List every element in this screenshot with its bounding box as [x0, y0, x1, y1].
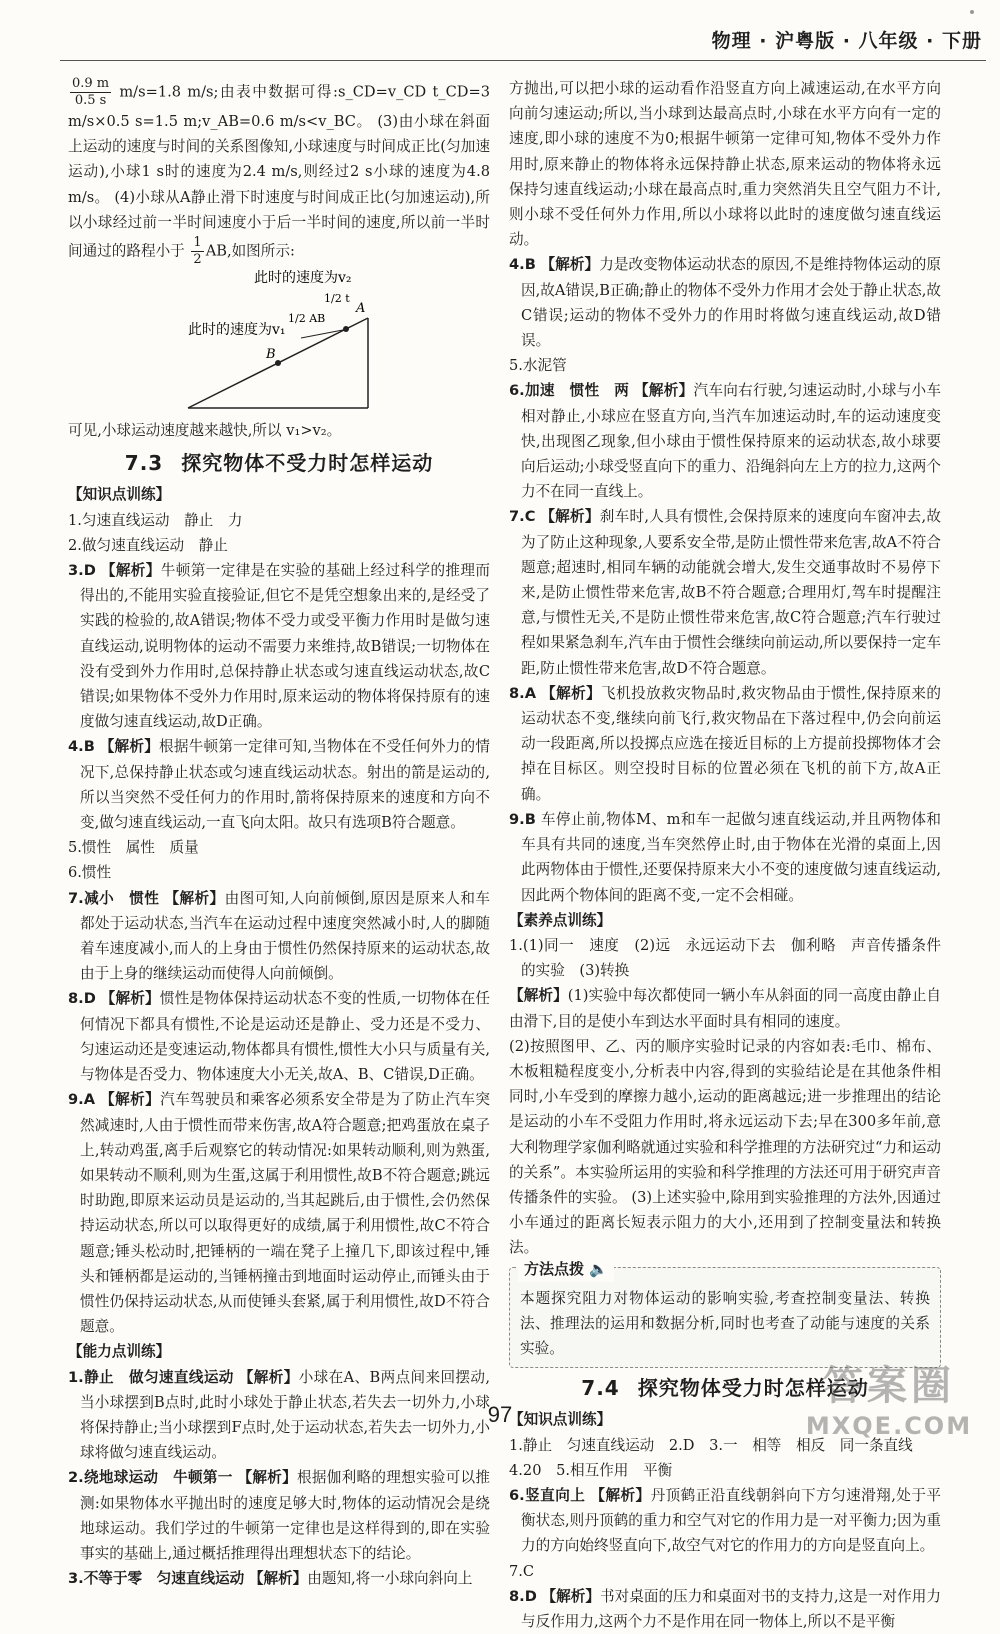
knowledge-answer-7: 7.C: [509, 1562, 535, 1580]
answer-body: 根据伽利略的理想实验可以推测:如果物体水平抛出时的速度足够大时,物体的运动情况会是绕地球运动。我们学过的牛顿第一定律也是这样得到的,即在实验事实的基础上,通过概括推理得出理想状态下的结论。: [80, 1469, 490, 1562]
ability-answer-4: [509, 252, 941, 353]
answer-body: 车停止前,物体M、m和车一起做匀速直线运动,并且两物体和车具有共同的速度,当车突然停止时,由于物体在光滑的桌面上,因此两物体由于惯性,还要保持原来大小不变的速度做匀速直线运动,因此两个物体间的距离不变,一定不会相碰。: [521, 810, 941, 904]
ability-answer-2: [68, 1465, 490, 1566]
answer-body: 力是改变物体运动状态的原因,不是维持物体运动的原因,故A错误,B正确;静止的物体不受外力作用才会处于静止状态,故C错误;运动的物体不受外力的作用时将做匀速直线运动,故D错误。: [521, 256, 941, 350]
answer-3: [68, 558, 490, 734]
analysis-tag: 【解析】: [99, 738, 160, 756]
answer-body: 牛顿第一定律是在实验的基础上经过科学的推理而得出的,不能用实验直接验证,但它不是凭空想象出来的,是经受了实践的检验的,故A错误;物体不受力或受平衡力作用时是做匀速直线运动,说明物体的运动不需要力来维持,故B错误;一切物体在没有受到外力作用时,总保持静止状态或匀速直线运动状态,故C错误;如果物体不受外力作用时,原来运动的物体将保持原有的速度做匀速直线运动,故D正确。: [80, 562, 490, 731]
section-number: 7.4: [581, 1376, 620, 1401]
incline-diagram: [68, 268, 490, 418]
analysis-tag: 【解析】: [100, 990, 160, 1008]
ability-answer-7: [509, 504, 941, 680]
knowledge-heading-2: 【知识点训练】: [509, 1411, 612, 1429]
watermark-line-2: MXQE.COM: [805, 1412, 973, 1440]
answer-8: [68, 986, 490, 1087]
answer-head: 7.C: [509, 508, 536, 526]
point-b-dot: [275, 360, 281, 366]
answer-body: 丹顶鹤正沿直线朝斜向下方匀速滑翔,处于平衡状态,则丹顶鹤的重力和空气对它的作用力是一对平衡力;因为重力的方向始终竖直向下,故空气对它的作用力的方向是竖直向上。: [521, 1486, 941, 1555]
half-ab-label: 1/2 AB: [288, 312, 326, 326]
method-tip-text: 本题探究阻力对物体运动的影响实验,考查控制变量法、转换法、推理法的运用和数据分析,同时也考查了动能与速度的关系实验。: [520, 1289, 930, 1357]
fraction-bottom: 2: [193, 252, 202, 268]
intro-text-1: m/s=1.8 m/s;由表中数据可得:s_CD=v_CD t_CD=3 m/s×0.5 s=1.5 m;v_AB=0.6 m/s<v_BC。 (3)由小球在斜面上运动的速度与时间的关系图像知,小球速度与时间成正比(匀加速运动),小球1 s时的速度为2.4 m/s,则经过2 s小球的速度为4.8 m/s。 (4)小球从A静止滑下时速度与时间成正比(匀加速运动),所以小球经过前一半时间速度小于后一半时间的速度,所以前一半时间通过的路程小于: [68, 83, 490, 260]
method-tip-title: 方法点拨: [524, 1259, 585, 1278]
knowledge-answer-4-5: 4.20 5.相互作用 平衡: [509, 1461, 673, 1479]
analysis-tag: 【解析】: [540, 508, 600, 526]
velocity-v1-label: 此时的速度为v₁: [188, 322, 286, 339]
analysis-tag: 【解析】: [238, 1368, 299, 1386]
pointer-line: [301, 329, 348, 338]
section-number: 7.3: [124, 451, 164, 476]
answer-head: 3.D: [68, 562, 96, 580]
analysis-tag: 【解析】: [100, 1091, 161, 1109]
analysis-tag: 【解析】: [164, 889, 225, 907]
left-column: [68, 76, 490, 1591]
answer-head: 7.减小 惯性: [68, 889, 160, 907]
section-heading: 探究物体不受力时怎样运动: [181, 451, 434, 476]
answer-head: 4.B: [68, 738, 95, 756]
answer-head: 9.B: [509, 810, 536, 828]
section-title-7-3: [68, 451, 490, 476]
ability-answer-6: [509, 378, 941, 504]
header-rule: [60, 60, 986, 61]
knowledge-answer-1-3: 1.静止 匀速直线运动 2.D 3.一 相等 相反 同一条直线: [509, 1436, 913, 1454]
literacy-answer-1: 1.(1)同一 速度 (2)远 永远运动下去 伽利略 声音传播条件的实验 (3)转换: [509, 936, 941, 980]
answer-head: 6.加速 惯性 两: [509, 382, 630, 400]
page-number: 97: [487, 1402, 513, 1427]
answer-1: 1.匀速直线运动 静止 力: [68, 511, 243, 529]
analysis-tag: 【解析】: [541, 684, 602, 702]
fraction: [70, 76, 111, 109]
corner-dot: [970, 10, 974, 14]
answer-5: 5.惯性 属性 质量: [68, 839, 199, 857]
answer-body: 飞机投放救灾物品时,救灾物品由于惯性,保持原来的运动状态不变,继续向前飞行,救灾物品在下落过程中,仍会向前运动一段距离,所以投掷点应选在接近目标的上方提前投掷物体才会掉在目标区。则空投时目标的位置必须在飞机的前下方,故A正确。: [521, 684, 942, 803]
answer-body: 由题知,将一小球向斜向上: [307, 1570, 473, 1588]
incline-figure: [68, 268, 490, 418]
answer-4: [68, 734, 490, 835]
method-tip-label: [518, 1257, 614, 1282]
method-tip-box: [509, 1259, 941, 1369]
answer-7: [68, 886, 490, 987]
answer-body: 由图可知,人向前倾倒,原因是原来人和车都处于运动状态,当汽车在运动过程中速度突然减小时,人的脚随着车速度减小,而人的上身由于惯性仍然保持原来的运动状态,故由于上身的继续运动而使得人向前倾倒。: [80, 889, 491, 983]
velocity-v2-label: 此时的速度为v₂: [254, 270, 352, 287]
half-t-label: 1/2 t: [324, 292, 350, 306]
analysis-tag: 【解析】: [509, 987, 568, 1005]
point-a-label: A: [356, 301, 366, 317]
ability-answer-5: 5.水泥管: [509, 357, 567, 375]
analysis-tag: 【解析】: [634, 382, 694, 400]
speaker-icon: 🔈: [589, 1259, 608, 1278]
fraction-top: 1: [193, 235, 202, 251]
watermark-line-1: 答案圈: [823, 1363, 955, 1409]
intro-text-2: AB,如图所示:: [205, 242, 295, 260]
literacy-analysis-2: (2)按照图甲、乙、丙的顺序实验时记录的内容如表:毛巾、棉布、木板粗糙程度变小,分析表中内容,得到的实验结论是在其他条件相同时,小车受到的摩擦力越小,运动的距离越远;进一步推理出的结论是运动的小车不受阻力作用时,将永远运动下去;早在300多年前,意大利物理学家伽利略就通过实验和科学推理的方法研究过“力和运动的关系”。本实验所运用的实验和科学推理的方法还可用于研究声音传播条件的实验。 (3)上述实验中,除用到实验推理的方法外,因通过小车通过的距离长短表示阻力的大小,还用到了控制变量法和转换法。: [509, 1037, 941, 1257]
literacy-analysis-1: [509, 983, 941, 1033]
point-b-label: B: [266, 347, 276, 363]
answer-head: 4.B: [509, 256, 536, 274]
analysis-tag: 【解析】: [237, 1469, 298, 1487]
analysis-tag: 【解析】: [590, 1486, 651, 1504]
intro-paragraph: [68, 76, 490, 268]
knowledge-heading: 【知识点训练】: [68, 486, 171, 504]
analysis-body: (1)实验中每次都使同一辆小车从斜面的同一高度由静止自由滑下,目的是使小车到达水平面时具有相同的速度。: [509, 987, 941, 1030]
ability-answer-3-continued: 方抛出,可以把小球的运动看作沿竖直方向上减速运动,在水平方向向前匀速运动;所以,当小球到达最高点时,小球在水平方向有一定的速度,即小球的速度不为0;根据牛顿第一定律可知,物体不受外力作用时,原来静止的物体将永远保持静止状态,原来运动的物体将永远保持匀速直线运动;小球在最高点时,重力突然消失且空气阻力不计,则小球不受任何外力作用,所以小球将以此时的速度做匀速直线运动。: [509, 80, 941, 249]
intro-conclusion: 可见,小球运动速度越来越快,所以 v₁>v₂。: [68, 422, 342, 440]
answer-head: 8.D: [68, 990, 96, 1008]
ability-answer-8: [509, 681, 941, 807]
answer-9: [68, 1087, 490, 1339]
answer-head: 8.A: [509, 684, 536, 702]
watermark-logo: [794, 1361, 984, 1453]
answer-head: 2.绕地球运动 牛顿第一: [68, 1469, 233, 1487]
running-header: 物理 · 沪粤版 · 八年级 · 下册: [711, 30, 982, 52]
answer-body: 刹车时,人具有惯性,会保持原来的速度向车窗冲去,故为了防止这种现象,人要系安全带,是防止惯性带来危害,故A不符合题意;超速时,相同车辆的动能就会增大,发生交通事故时不易停下来,是防止惯性带来危害,故B不符合题意;合理用灯,驾车时提醒注意,与惯性无关,不是防止惯性带来危害,故C符合题意;汽车行驶过程如果紧急刹车,汽车由于惯性会继续向前运动,所以要保持一定车距,防止惯性带来危害,故D不符合题意。: [521, 508, 941, 677]
section-heading: 探究物体受力时怎样运动: [637, 1376, 869, 1401]
answer-head: 9.A: [68, 1091, 95, 1109]
fraction-top: 0.9 m: [72, 76, 110, 91]
knowledge-answer-8: [509, 1584, 941, 1634]
answer-head: 8.D: [509, 1587, 537, 1605]
answer-body: 惯性是物体保持运动状态不变的性质,一切物体在任何情况下都具有惯性,不论是运动还是静止、受力还是不受力、匀速运动还是变速运动,物体都具有惯性,惯性大小只与质量有关,与物体是否受力、物体速度大小无关,故A、B、C错误,D正确。: [80, 990, 490, 1084]
knowledge-answer-6: [509, 1483, 941, 1559]
analysis-tag: 【解析】: [248, 1570, 308, 1588]
analysis-tag: 【解析】: [100, 562, 161, 580]
ability-answer-3: [68, 1566, 490, 1591]
literacy-heading: 【素养点训练】: [509, 911, 612, 929]
answer-2: 2.做匀速直线运动 静止: [68, 536, 228, 554]
answer-body: 汽车向右行驶,匀速运动时,小球与小车相对静止,小球应在竖直方向,当汽车加速运动时,车的运动速度变快,出现图乙现象,但小球由于惯性保持原来的运动状态,故小球要向后运动;小球受竖直向下的重力、沿绳斜向左上方的拉力,这两个力不在同一直线上。: [521, 382, 941, 501]
answer-body: 书对桌面的压力和桌面对书的支持力,这是一对作用力与反作用力,这两个力不是作用在同一物体上,所以不是平衡: [521, 1587, 941, 1630]
analysis-tag: 【解析】: [541, 1587, 600, 1605]
fraction-half: [191, 235, 203, 268]
analysis-tag: 【解析】: [540, 256, 600, 274]
answer-body: 小球在A、B两点间来回摆动,当小球摆到B点时,此时小球处于静止状态,若失去一切外力,小球将保持静止;当小球摆到F点时,处于运动状态,若失去一切外力,小球将做匀速直线运动。: [80, 1368, 491, 1462]
fraction-bottom: 0.5 s: [74, 93, 107, 108]
answer-head: 1.静止 做匀速直线运动: [68, 1368, 234, 1386]
answer-body: 汽车驾驶员和乘客必须系安全带是为了防止汽车突然减速时,人由于惯性而带来伤害,故A符合题意;把鸡蛋放在桌子上,转动鸡蛋,离手后观察它的转动情况:如果转动顺利,则为熟蛋,如果转动不顺利,则为生蛋,这属于利用惯性,故B不符合题意;跳远时助跑,即原来运动员是运动的,当其起跳后,由于惯性,会仍然保持运动状态,所以可以取得更好的成绩,属于利用惯性,故C不符合题意;锤头松动时,把锤柄的一端在凳子上撞几下,即该过程中,锤头和锤柄都是运动的,当锤柄撞击到地面时运动停止,而锤头由于惯性仍保持运动状态,从而使锤头套紧,属于利用惯性,故D不符合题意。: [80, 1091, 490, 1336]
ability-heading: 【能力点训练】: [68, 1343, 171, 1361]
answer-body: 根据牛顿第一定律可知,当物体在不受任何外力的情况下,总保持静止状态或匀速直线运动状态。射出的箭是运动的,所以当突然不受任何力的作用时,箭将保持原来的速度和方向不变,做匀速直线运动,一直飞向太阳。故只有选项B符合题意。: [80, 738, 490, 832]
answer-head: 6.竖直向上: [509, 1486, 586, 1504]
ability-answer-9: [509, 807, 941, 908]
answer-head: 3.不等于零 匀速直线运动: [68, 1570, 245, 1588]
answer-6: 6.惯性: [68, 864, 112, 882]
